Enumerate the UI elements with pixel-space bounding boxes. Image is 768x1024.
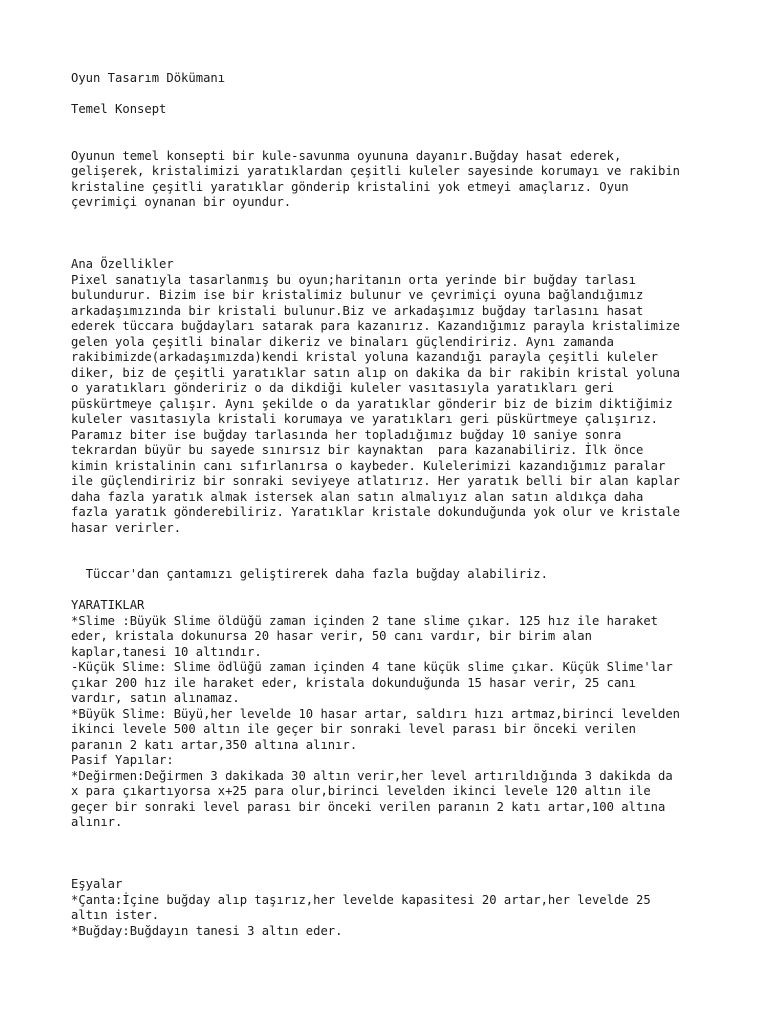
- spacer: [71, 552, 731, 568]
- spacer: [71, 831, 731, 847]
- creature-line: *Büyük Slime: Büyü,her levelde 10 hasar artar, saldırı hızı artmaz,birinci levelden: [71, 706, 681, 721]
- features-line: bulundurur. Bizim ise bir kristalimiz bulunur ve çevrimiçi oyuna bağlandığımız: [71, 288, 644, 302]
- item-line: *Çanta:İçine buğday alıp taşırız,her levelde kapasitesi 20 artar,her levelde 25: [71, 892, 651, 907]
- features-line: daha fazla yaratık almak istersek alan satın almalıyız alan satın aldıkça daha: [71, 489, 644, 504]
- concept-line: Oyunun temel konsepti bir kule-savunma oyununa dayanır.Buğday hasat ederek,: [71, 148, 622, 163]
- merchant-note: Tüccar'dan çantamızı geliştirerek daha fazla buğday alabiliriz.: [71, 567, 548, 581]
- features-line: rakibimizde(arkadaşımızda)kendi kristal yoluna kazandığı parayla çeşitli kuleler: [71, 350, 658, 364]
- passive-line: x para çıkartıyorsa x+25 para olur,birinci levelden ikinci levele 120 altın ile: [71, 784, 651, 798]
- features-line: fazla yaratık gönderebiliriz. Yaratıklar kristale dokunduğunda yok olur ve kristale: [71, 505, 681, 519]
- creature-line: çıkar 200 hız ile haraket eder, kristala dokunduğunda 15 hasar verir, 25 canı: [71, 675, 636, 690]
- concept-line: çevrimiçi oynanan bir oyundur.: [71, 195, 292, 209]
- document-title: Oyun Tasarım Dökümanı: [71, 71, 226, 85]
- spacer: [71, 211, 731, 227]
- creature-line: -Küçük Slime: Slime ödlüğü zaman içinden 4 tane küçük slime çıkar. Küçük Slime'lar: [71, 660, 673, 674]
- spacer: [71, 846, 731, 862]
- passive-line: alınır.: [71, 815, 123, 829]
- passive-line: *Değirmen:Değirmen 3 dakikada 30 altın verir,her level artırıldığında 3 dakikda da: [71, 768, 673, 783]
- concept-line: gelişerek, kristalimizi yaratıklardan çeşitli kuleler sayesinde korumayı ve rakibin: [71, 164, 681, 178]
- features-line: tekrardan büyür bu sayede sınırsız bir kaynaktan para kazanabiliriz. İlk önce: [71, 443, 644, 457]
- creature-line: kaplar,tanesi 10 altındır.: [71, 644, 262, 659]
- creature-line: paranın 2 katı artar,350 altına alınır.: [71, 737, 358, 752]
- features-line: Pixel sanatıyla tasarlanmış bu oyun;haritanın orta yerinde bir buğday tarlası: [71, 272, 636, 287]
- concept-line: kristaline çeşitli yaratıklar gönderip kristalini yok etmeyi amaçlarız. Oyun: [71, 179, 629, 194]
- creature-line: *Slime :Büyük Slime öldüğü zaman içinden 2 tane slime çıkar. 125 hız ile haraket: [71, 613, 658, 628]
- spacer: [71, 118, 731, 134]
- spacer: [71, 862, 731, 878]
- spacer: [71, 226, 731, 242]
- concept-paragraph: [71, 149, 731, 211]
- items-heading: Eşyalar: [71, 877, 123, 891]
- creature-line: vardır, satın alınamaz.: [71, 691, 240, 705]
- features-line: püskürtmeye çalışır. Aynı şekilde o da yaratıklar gönderir biz de bizim diktiğimiz: [71, 396, 673, 411]
- features-line: kuleler vasıtasıyla kristali korumaya ve yaratıkları geri püskürtmeye çalışırız.: [71, 412, 658, 426]
- spacer: [71, 242, 731, 258]
- spacer: [71, 583, 731, 599]
- items-list: [71, 893, 731, 940]
- creatures-heading: YARATIKLAR: [71, 598, 145, 612]
- creature-line: ikinci levele 500 altın ile geçer bir sonraki level parası bir önceki verilen: [71, 722, 636, 736]
- document-page: [71, 71, 731, 939]
- features-line: ile güçlendiririz bir sonraki seviyeye atlatırız. Her yaratık belli bir alan kaplar: [71, 474, 681, 488]
- features-heading: Ana Özellikler: [71, 257, 174, 271]
- features-line: kimin kristalinin canı sıfırlanırsa o kaybeder. Kulelerimizi kazandığımız paralar: [71, 458, 666, 473]
- item-line: *Buğday:Buğdayın tanesi 3 altın eder.: [71, 923, 343, 938]
- item-line: altın ister.: [71, 908, 160, 922]
- features-line: arkadaşımızında bir kristali bulunur.Biz ve arkadaşımız buğday tarlasını hasat: [71, 303, 644, 318]
- features-line: hasar verirler.: [71, 520, 182, 535]
- spacer: [71, 536, 731, 552]
- creature-line: eder, kristala dokunursa 20 hasar verir, 50 canı vardır, bir birim alan: [71, 629, 592, 643]
- passive-list: [71, 769, 731, 831]
- passive-line: geçer bir sonraki level parası bir önceki verilen paranın 2 katı artar,100 altına: [71, 799, 666, 814]
- features-line: ederek tüccara buğdayları satarak para kazanırız. Kazandığımız parayla kristalimize: [71, 319, 681, 333]
- concept-heading: Temel Konsept: [71, 102, 167, 116]
- creatures-list: [71, 614, 731, 754]
- features-line: o yaratıkları göndeririz o da dikdiği kuleler vasıtasıyla yaratıkları geri: [71, 381, 614, 395]
- spacer: [71, 87, 731, 103]
- features-line: Paramız biter ise buğday tarlasında her topladığımız buğday 10 saniye sonra: [71, 427, 622, 442]
- spacer: [71, 133, 731, 149]
- passive-heading: Pasif Yapılar:: [71, 753, 174, 767]
- features-line: diker, biz de çeşitli yaratıklar satın alıp on dakika da bir rakibin kristal yoluna: [71, 365, 681, 380]
- features-paragraph: [71, 273, 731, 537]
- features-line: gelen yola çeşitli binalar dikeriz ve binaları güçlendiririz. Aynı zamanda: [71, 334, 614, 349]
